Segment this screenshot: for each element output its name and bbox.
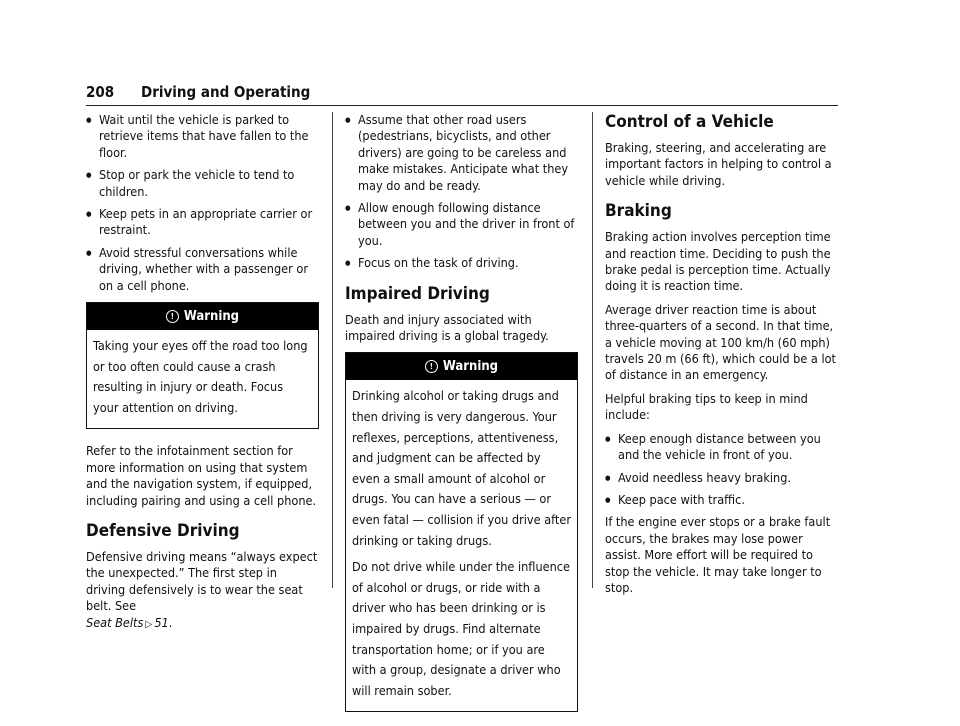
warning-header — [346, 353, 577, 380]
defensive-text: Defensive driving means “always expect the unexpected.” The first step in driving defensively is to wear the seat belt. See — [86, 549, 318, 614]
section-heading: Defensive Driving — [86, 521, 240, 542]
paragraph — [86, 549, 319, 633]
warning-box — [345, 352, 578, 712]
page-reference-icon: ▷ — [145, 618, 153, 630]
column-middle — [345, 112, 578, 726]
page-header — [86, 83, 838, 106]
warning-text: Do not drive while under the influence of alcohol or drugs, or ride with a driver who has been drinking or is impaired by drugs. Find alternate transportation home; or if you are with a group, designate a driver who will remain sober. — [352, 559, 570, 698]
column-divider — [592, 112, 593, 588]
warning-title: Warning — [442, 359, 499, 375]
warning-box — [86, 302, 319, 429]
paragraph: If the engine ever stops or a brake fault occurs, the brakes may lose power assist. More effort will be required to stop the vehicle. It may take longer to stop. — [605, 514, 831, 595]
list-item: ● Assume that other road users (pedestrians, bicyclists, and other drivers) are going to be careless and make mistakes. Anticipate what they may do and be ready. — [345, 112, 578, 194]
bullet-list — [605, 431, 841, 509]
list-item: ● Allow enough following distance between you and the driver in front of you. — [345, 200, 578, 249]
warning-body — [346, 380, 577, 711]
paragraph: Braking action involves perception time and reaction time. Deciding to push the brake pedal is perception time. Actually doing it is reaction time. — [605, 229, 831, 294]
warning-title: Warning — [183, 309, 240, 325]
section-heading: Braking — [605, 201, 672, 222]
cross-reference-page[interactable]: 51 — [154, 614, 169, 630]
column-left — [86, 112, 319, 640]
bullet-list — [345, 112, 578, 272]
list-item: ● Stop or park the vehicle to tend to children. — [86, 167, 319, 200]
list-item: ● Avoid needless heavy braking. — [605, 470, 841, 486]
paragraph: Refer to the infotainment section for more information on using that system and the navigation system, if equipped, including pairing and using a cell phone. — [86, 443, 317, 508]
section-heading: Control of a Vehicle — [605, 112, 774, 132]
paragraph: Braking, steering, and accelerating are important factors in helping to control a vehicle while driving. — [605, 140, 832, 188]
list-item: ● Focus on the task of driving. — [345, 255, 578, 271]
column-divider — [332, 112, 333, 588]
section-title: Driving and Operating — [141, 83, 311, 101]
warning-icon: ! — [425, 360, 438, 373]
warning-text: Taking your eyes off the road too long or too often could cause a crash resulting in injury or death. Focus your attention on driving. — [93, 338, 308, 415]
paragraph: Death and injury associated with impaired driving is a global tragedy. — [345, 311, 549, 344]
section-heading: Impaired Driving — [345, 283, 490, 304]
column-right — [605, 112, 841, 603]
warning-text: Drinking alcohol or taking drugs and then driving is very dangerous. Your reflexes, perceptions, attentiveness, and judgment can be affected by even a small amount of alcohol or drugs. You can have a serious — or even fatal — collision if you drive after drinking or taking drugs. — [352, 388, 571, 548]
sentence-end: . — [168, 614, 173, 630]
paragraph: Average driver reaction time is about three-quarters of a second. In that time, a vehicle moving at 100 km/h (60 mph) travels 20 m (66 ft), which could be a lot of distance in an emergency. — [605, 301, 836, 383]
list-item: ● Keep enough distance between you and the vehicle in front of you. — [605, 431, 841, 464]
page-number: 208 — [86, 83, 115, 101]
bullet-list — [86, 112, 319, 294]
paragraph: Helpful braking tips to keep in mind include: — [605, 390, 808, 423]
list-item: ● Avoid stressful conversations while driving, whether with a passenger or on a cell phone. — [86, 245, 319, 294]
list-item: ● Wait until the vehicle is parked to retrieve items that have fallen to the floor. — [86, 112, 319, 161]
list-item: ● Keep pets in an appropriate carrier or restraint. — [86, 206, 319, 239]
list-item: ● Keep pace with traffic. — [605, 492, 841, 508]
warning-body — [87, 330, 318, 428]
cross-reference-link[interactable]: Seat Belts — [86, 614, 144, 630]
warning-header — [87, 303, 318, 330]
warning-icon: ! — [166, 310, 179, 323]
